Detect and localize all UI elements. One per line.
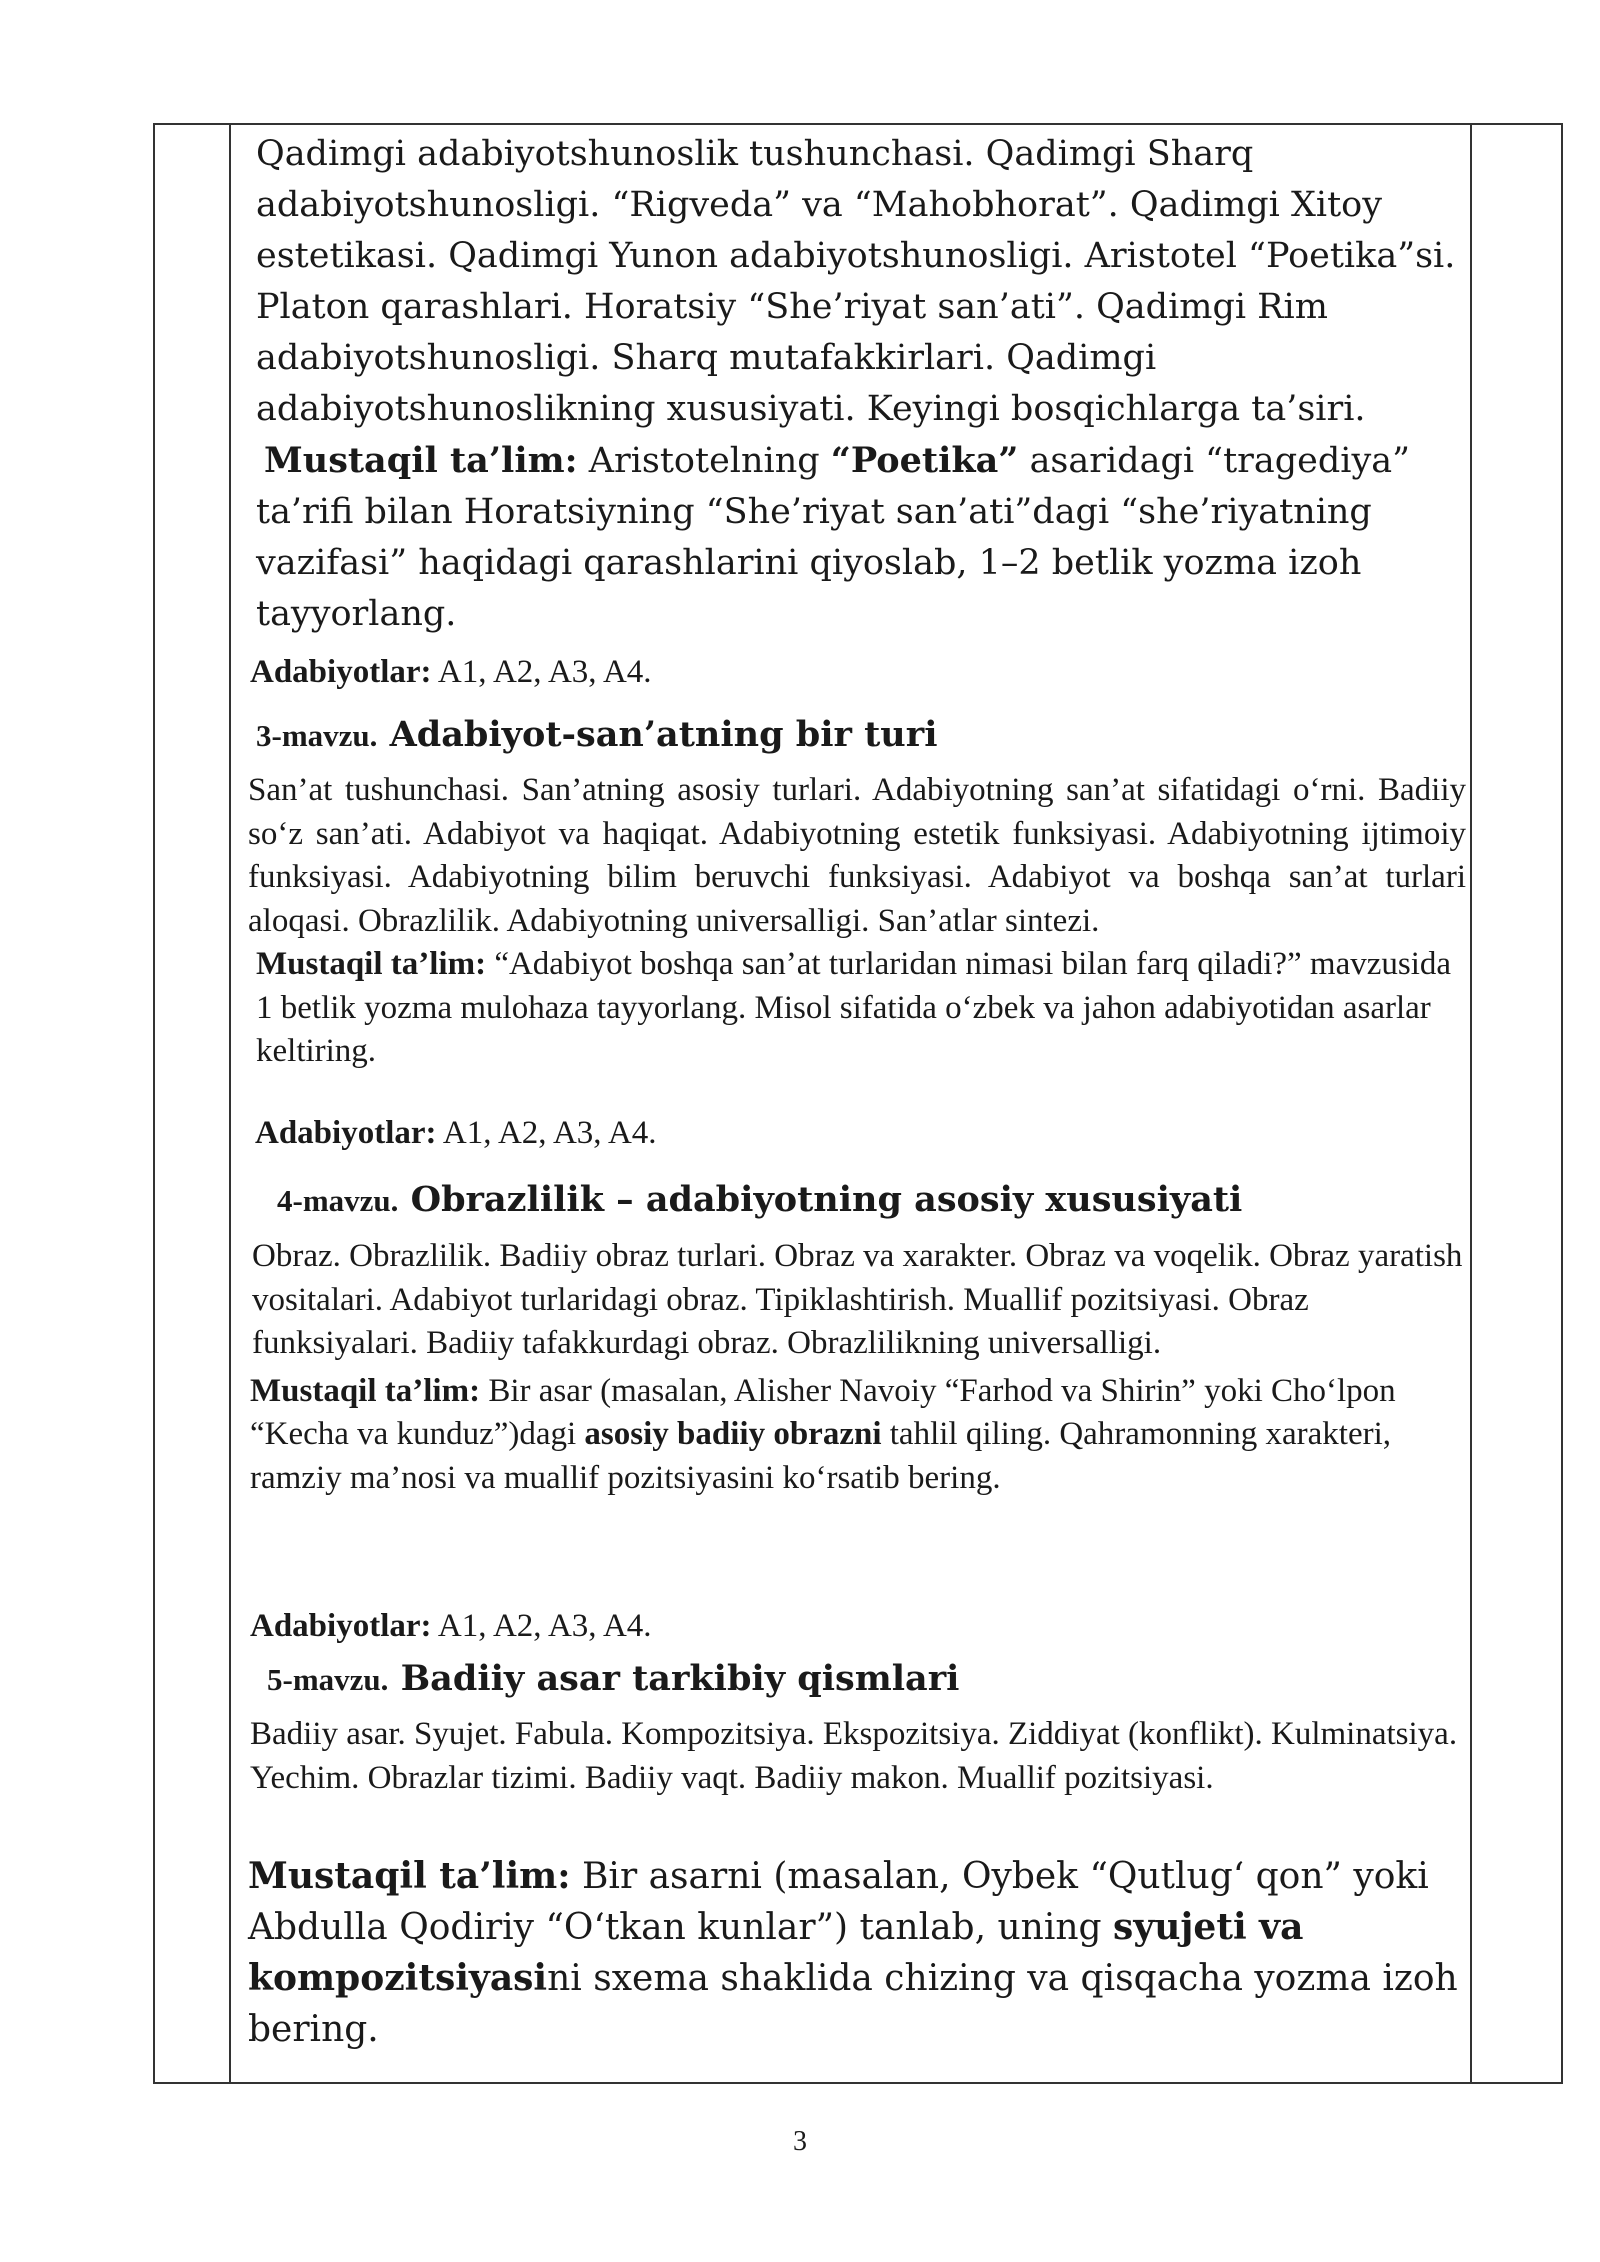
topic2-body: Qadimgi adabiyotshunoslik tushunchasi. Qadimgi Sharq adabiyotshunosligi. “Rigveda” va “Mahobhorat”. Qadimgi Xitoy estetikasi. Qadimgi Yunon adabiyotshunosligi. Aristotel “Poetika”si. Platon qarashlari. Horatsiy “She’riyat san’ati”. Qadimgi Rim adabiyotshunosligi. Sharq mutafakkirlari. Qadimgi adabiyotshunoslikning xususiyati. Keyingi bosqichlarga ta’siri. [256,134,1456,429]
topic4-heading: 4-mavzu. Obrazlilik – adabiyotning asosiy xususiyati [277,1179,1243,1220]
topic2-literature: Adabiyotlar: A1, A2, A3, A4. [250,654,652,690]
table-border-left [153,123,155,2084]
topic4-section [250,1235,1468,1500]
topic5-task: Mustaqil ta’lim: Bir asarni (masalan, Oybek “Qutlug‘ qon” yoki Abdulla Qodiriy “O‘tkan kunlar”) tanlab, uning syujeti va kompozitsiyasini sxema shaklida chizing va qisqacha yozma izoh bering. [248,1855,1458,2050]
table-border-top [153,123,1563,125]
topic3-task: Mustaqil ta’lim: “Adabiyot boshqa san’at turlaridan nimasi bilan farq qiladi?” mavzusida 1 betlik yozma mulohaza tayyorlang. Misol sifatida o‘zbek va jahon adabiyotidan asarlar keltiring. [256,946,1452,1069]
topic5-body-section [250,1713,1468,1800]
topic4-body: Obraz. Obrazlilik. Badiiy obraz turlari. Obraz va xarakter. Obraz va voqelik. Obraz yaratish vositalari. Adabiyot turlaridagi obraz. Tipiklashtirish. Muallif pozitsiyasi. Obraz funksiyalari. Badiiy tafakkurdagi obraz. Obrazlilikning universalligi. [252,1238,1463,1361]
topic2-task: Mustaqil ta’lim: Aristotelning “Poetika” asaridagi “tragediya” ta’rifi bilan Horatsiyning “She’riyat san’ati”dagi “she’riyatning vazifasi” haqidagi qarashlarini qiyoslab, 1–2 betlik yozma izoh tayyorlang. [256,440,1410,634]
topic4-literature: Adabiyotlar: A1, A2, A3, A4. [250,1608,652,1644]
topic4-task: Mustaqil ta’lim: Bir asar (masalan, Alisher Navoiy “Farhod va Shirin” yoki Cho‘lpon “Kecha va kunduz”)dagi asosiy badiiy obrazni tahlil qiling. Qahramonning xarakteri, ramziy ma’nosi va muallif pozitsiyasini ko‘rsatib bering. [250,1372,1396,1496]
column-divider-1 [229,123,231,2084]
syllabus-table [153,123,1563,2084]
topic5-body: Badiiy asar. Syujet. Fabula. Kompozitsiya. Ekspozitsiya. Ziddiyat (konflikt). Kulminatsiya. Yechim. Obrazlar tizimi. Badiiy vaqt. Badiiy makon. Muallif pozitsiyasi. [250,1716,1458,1796]
topic3-body: San’at tushunchasi. San’atning asosiy turlari. Adabiyotning san’at sifatidagi o‘rni. Badiiy so‘z san’ati. Adabiyot va haqiqat. Adabiyotning estetik funksiyasi. Adabiyotning ijtimoiy funksiyasi. Adabiyotning bilim beruvchi funksiyasi. Adabiyot va boshqa san’at turlari aloqasi. Obrazlilik. Adabiyotning universalligi. San’atlar sintezi. [248,772,1466,939]
topic5-task-section [248,1851,1478,2055]
column-divider-2 [1470,123,1472,2084]
table-border-bottom [153,2082,1563,2084]
topic3-literature: Adabiyotlar: A1, A2, A3, A4. [255,1115,657,1151]
topic2-task-label: Mustaqil ta’lim: [264,440,578,481]
topic3-section [248,769,1466,1074]
table-border-right [1561,123,1563,2084]
topic2-section [248,129,1468,640]
page-number: 3 [793,2126,807,2157]
topic3-heading: 3-mavzu. Adabiyot-san’atning bir turi [256,714,938,755]
topic5-heading: 5-mavzu. Badiiy asar tarkibiy qismlari [267,1658,960,1699]
